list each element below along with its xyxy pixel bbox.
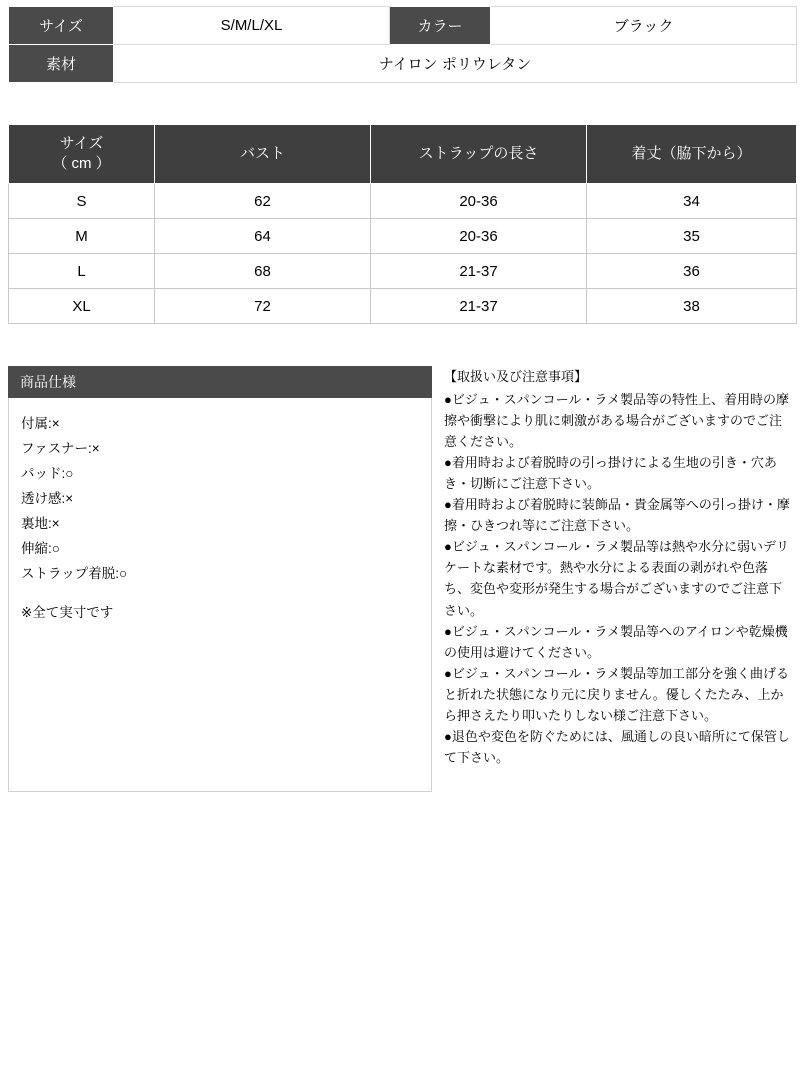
- table-row: [9, 125, 797, 184]
- note-item: ●着用時および着脱時に装飾品・貴金属等への引っ掛け・摩擦・ひきつれ等にご注意下さい。: [444, 497, 790, 534]
- note-item: ●ビジュ・スパンコール・ラメ製品等の特性上、着用時の摩擦や衝撃により肌に刺激がある場合がございますのでご注意ください。: [444, 392, 789, 450]
- spec-label-color: カラー: [390, 7, 491, 45]
- size-table: [8, 124, 797, 324]
- table-row: [9, 254, 797, 289]
- size-col-header-bust: バスト: [155, 125, 371, 184]
- size-col-header-size: [9, 125, 155, 184]
- spec-value-size: S/M/L/XL: [114, 7, 390, 45]
- size-cell: S: [9, 184, 155, 219]
- size-cell: M: [9, 219, 155, 254]
- spec-line: パッド:○: [21, 465, 74, 481]
- size-cell: L: [9, 254, 155, 289]
- spec-line: ファスナー:×: [21, 440, 100, 456]
- spec-line: 伸縮:○: [21, 540, 60, 556]
- note-item: ●ビジュ・スパンコール・ラメ製品等へのアイロンや乾燥機の使用は避けてください。: [444, 623, 788, 660]
- table-row: [9, 219, 797, 254]
- spec-value-color: ブラック: [491, 7, 797, 45]
- size-cell: 21-37: [371, 289, 587, 324]
- notes-title: 【取扱い及び注意事項】: [444, 369, 588, 384]
- size-cell: 62: [155, 184, 371, 219]
- size-col-header-size-line2: （ cm ）: [52, 155, 111, 172]
- size-cell: 34: [587, 184, 797, 219]
- size-cell: 20-36: [371, 219, 587, 254]
- spec-note: ※全て実寸です: [21, 604, 114, 620]
- size-cell: 72: [155, 289, 371, 324]
- table-row: [9, 289, 797, 324]
- spec-label-material: 素材: [9, 45, 114, 83]
- table-row: [9, 45, 797, 83]
- size-cell: 64: [155, 219, 371, 254]
- spec-value-material: ナイロン ポリウレタン: [114, 45, 797, 83]
- notes-panel: [444, 366, 792, 768]
- spec-line: 裏地:×: [21, 515, 60, 531]
- product-spec-title: 商品仕様: [8, 366, 432, 398]
- size-cell: 20-36: [371, 184, 587, 219]
- size-col-header-strap: ストラップの長さ: [371, 125, 587, 184]
- product-spec-panel: [8, 366, 432, 792]
- size-cell: 21-37: [371, 254, 587, 289]
- product-spec-body: [8, 398, 432, 792]
- size-col-header-size-line1: サイズ: [59, 134, 104, 152]
- size-cell: 35: [587, 219, 797, 254]
- spacer: [21, 587, 419, 601]
- size-col-header-length: 着丈（脇下から）: [587, 125, 797, 184]
- note-item: ●ビジュ・スパンコール・ラメ製品等は熱や水分に弱いデリケートな素材です。熱や水分による表面の剥がれや色落ち、変色や変形が発生する場合がございますのでご注意下さい。: [444, 539, 789, 618]
- spec-label-size: サイズ: [9, 7, 114, 45]
- spec-table-body: [9, 7, 797, 83]
- size-cell: 68: [155, 254, 371, 289]
- size-cell: 36: [587, 254, 797, 289]
- note-item: ●退色や変色を防ぐためには、風通しの良い暗所にて保管して下さい。: [444, 728, 790, 765]
- size-cell: 38: [587, 289, 797, 324]
- size-table-head: [9, 125, 797, 184]
- note-item: ●着用時および着脱時の引っ掛けによる生地の引き・穴あき・切断にご注意下さい。: [444, 455, 777, 492]
- size-cell: XL: [9, 289, 155, 324]
- spec-line: 付属:×: [21, 416, 60, 431]
- size-table-body: [9, 184, 797, 324]
- note-item: ●ビジュ・スパンコール・ラメ製品等加工部分を強く曲げると折れた状態になり元に戻りません。優しくたたみ、上から押さえたり叩いたりしない様ご注意下さい。: [444, 665, 789, 723]
- table-row: [9, 7, 797, 45]
- spec-table: [8, 6, 797, 83]
- spec-line: 透け感:×: [21, 490, 74, 506]
- spec-line: ストラップ着脱:○: [21, 565, 128, 581]
- table-row: [9, 184, 797, 219]
